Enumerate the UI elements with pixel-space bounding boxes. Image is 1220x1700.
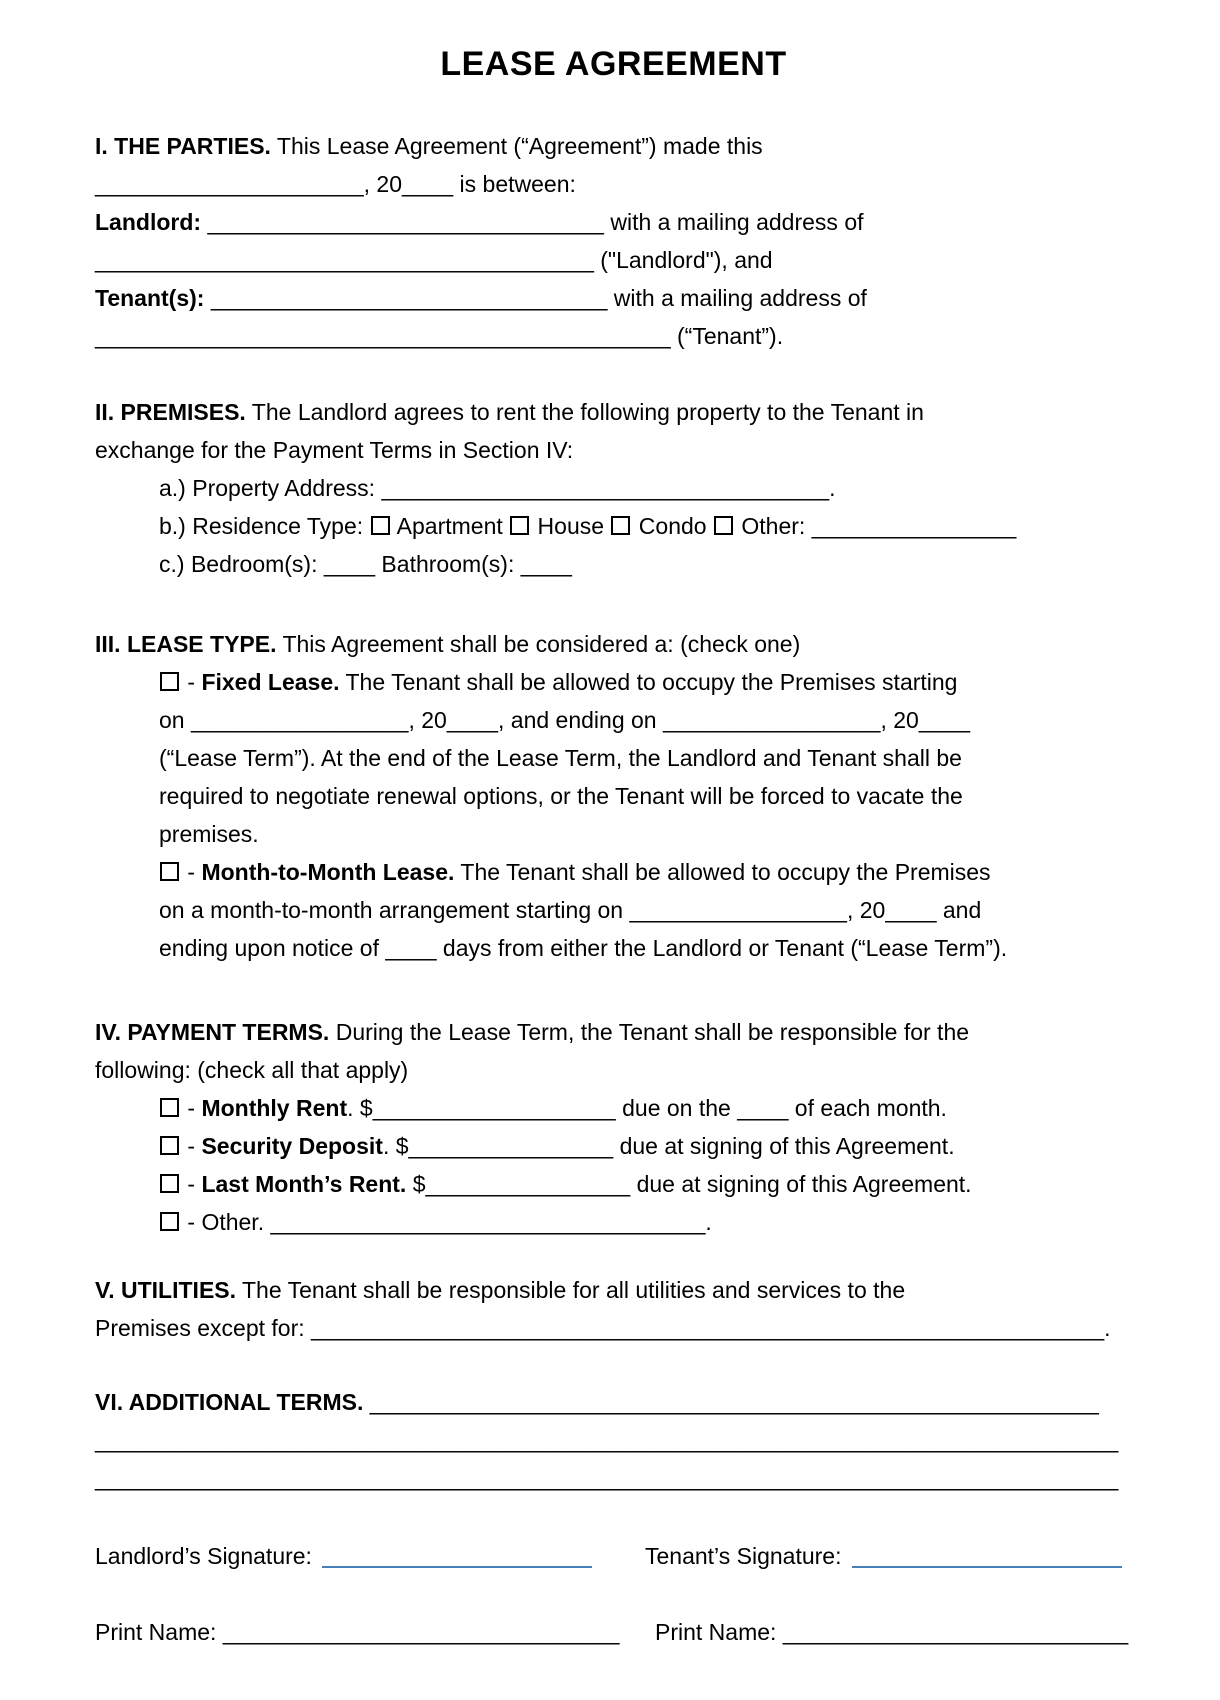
- payment-line-2: [95, 1051, 1132, 1089]
- blank-residence-other[interactable]: ________________: [811, 513, 1017, 539]
- landlord-print-name-block: [95, 1613, 655, 1651]
- text: , 20: [363, 171, 402, 197]
- checkbox-month-to-month-lease[interactable]: [160, 862, 179, 881]
- payment-item-last-months-rent: [159, 1165, 1132, 1203]
- text: days from either the Landlord or Tenant (“Lease Term”).: [436, 935, 1008, 961]
- parties-line-6: [95, 317, 1132, 355]
- text: This Agreement shall be considered a: (check one): [276, 631, 801, 657]
- blank-payment-other[interactable]: __________________________________: [270, 1209, 706, 1235]
- document-title: LEASE AGREEMENT: [440, 45, 787, 83]
- fixed-lease-line-4: [159, 777, 1132, 815]
- text: -: [181, 1095, 202, 1121]
- premises-line-2: [95, 431, 1132, 469]
- checkbox-house[interactable]: [510, 516, 529, 535]
- text: ending upon notice of: [159, 935, 386, 961]
- residence-type-label: b.) Residence Type:: [159, 513, 370, 539]
- text: -: [181, 1171, 202, 1197]
- text: -: [181, 1133, 202, 1159]
- blank-landlord-print-name[interactable]: _______________________________: [222, 1619, 620, 1645]
- blank-additional-terms-1[interactable]: _________________________________________________________: [369, 1389, 1099, 1415]
- blank-bathrooms[interactable]: ____: [520, 551, 572, 577]
- text: due at signing of this Agreement.: [630, 1171, 972, 1197]
- text: following: (check all that apply): [95, 1057, 409, 1083]
- checkbox-payment-other[interactable]: [160, 1212, 179, 1231]
- m2m-lease-line-3: [159, 929, 1132, 967]
- text: .: [1104, 1315, 1111, 1341]
- blank-m2m-start-year[interactable]: ____: [885, 897, 937, 923]
- last-months-rent-label: Last Month’s Rent.: [201, 1171, 407, 1197]
- text: is between:: [453, 171, 576, 197]
- blank-tenant-address[interactable]: _____________________________________________: [95, 323, 671, 349]
- signature-line-tenant[interactable]: [852, 1566, 1122, 1568]
- tenant-label: Tenant(s):: [95, 285, 211, 311]
- signature-row: [95, 1537, 1132, 1575]
- text: .: [829, 475, 836, 501]
- text: due on the: [615, 1095, 738, 1121]
- text: . $: [382, 1133, 409, 1159]
- checkbox-apartment[interactable]: [371, 516, 390, 535]
- additional-terms-line-3: [95, 1459, 1132, 1497]
- signature-line-landlord[interactable]: [322, 1566, 592, 1568]
- blank-m2m-start-date[interactable]: _________________: [629, 897, 847, 923]
- parties-line-1: [95, 127, 1132, 165]
- text: due at signing of this Agreement.: [613, 1133, 955, 1159]
- section-premises: [95, 393, 1132, 583]
- condo-label: Condo: [632, 513, 713, 539]
- parties-line-4: [95, 241, 1132, 279]
- blank-fixed-end-date[interactable]: _________________: [662, 707, 881, 733]
- m2m-lease-line-2: [159, 891, 1132, 929]
- tenant-print-name-label: Print Name:: [655, 1619, 783, 1645]
- text: The Tenant shall be allowed to occupy the Premises starting: [339, 669, 958, 695]
- premises-heading: II. PREMISES.: [95, 399, 246, 425]
- tenant-print-name-block: [655, 1613, 1132, 1651]
- text: During the Lease Term, the Tenant shall be responsible for the: [329, 1019, 970, 1045]
- house-label: House: [531, 513, 611, 539]
- apartment-label: Apartment: [391, 513, 510, 539]
- section-utilities: [95, 1271, 1132, 1347]
- text: $: [406, 1171, 426, 1197]
- blank-tenant-name[interactable]: _______________________________: [210, 285, 608, 311]
- checkbox-last-months-rent[interactable]: [160, 1174, 179, 1193]
- landlord-signature-label: Landlord’s Signature:: [95, 1543, 312, 1569]
- lease-type-line-1: [95, 625, 1132, 663]
- text: (“Tenant”).: [670, 323, 784, 349]
- blank-fixed-start-year[interactable]: ____: [446, 707, 498, 733]
- residence-other-label: Other:: [734, 513, 812, 539]
- text: with a mailing address of: [603, 209, 864, 235]
- utilities-except-label: Premises except for:: [95, 1315, 312, 1341]
- additional-terms-line-1: [95, 1383, 1132, 1421]
- utilities-line-2: [95, 1309, 1132, 1347]
- blank-landlord-address[interactable]: _______________________________________: [95, 247, 594, 273]
- payment-heading: IV. PAYMENT TERMS.: [95, 1019, 330, 1045]
- text: , 20: [408, 707, 447, 733]
- section-additional-terms: [95, 1383, 1132, 1497]
- text: This Lease Agreement (“Agreement”) made this: [270, 133, 763, 159]
- payment-line-1: [95, 1013, 1132, 1051]
- text: .: [705, 1209, 712, 1235]
- blank-utilities-exceptions[interactable]: ______________________________________________________________: [311, 1315, 1105, 1341]
- m2m-lease-label: Month-to-Month Lease.: [201, 859, 455, 885]
- fixed-lease-line-1: [159, 663, 1132, 701]
- utilities-heading: V. UTILITIES.: [95, 1277, 237, 1303]
- premises-line-1: [95, 393, 1132, 431]
- blank-rent-due-day[interactable]: ____: [737, 1095, 789, 1121]
- text: , 20: [846, 897, 886, 923]
- blank-agreement-date[interactable]: _____________________: [95, 171, 364, 197]
- section-the-parties: [95, 127, 1132, 355]
- tenant-signature-label: Tenant’s Signature:: [645, 1543, 842, 1569]
- parties-line-3: [95, 203, 1132, 241]
- parties-line-2: [95, 165, 1132, 203]
- utilities-line-1: [95, 1271, 1132, 1309]
- text: , 20: [880, 707, 919, 733]
- section-payment-terms: [95, 1013, 1132, 1241]
- premises-item-a: [159, 469, 1132, 507]
- blank-last-months-rent-amount[interactable]: ________________: [425, 1171, 631, 1197]
- text: required to negotiate renewal options, or the Tenant will be forced to vacate the: [159, 783, 963, 809]
- blank-landlord-name[interactable]: _______________________________: [207, 209, 604, 235]
- tenant-signature-block: [645, 1537, 1132, 1575]
- bathrooms-label: Bathroom(s):: [375, 551, 521, 577]
- monthly-rent-label: Monthly Rent: [201, 1095, 348, 1121]
- print-name-row: [95, 1613, 1132, 1651]
- text: The Tenant shall be responsible for all utilities and services to the: [236, 1277, 906, 1303]
- property-address-label: a.) Property Address:: [159, 475, 382, 501]
- text: The Landlord agrees to rent the following property to the Tenant in: [245, 399, 924, 425]
- additional-terms-heading: VI. ADDITIONAL TERMS.: [95, 1389, 364, 1415]
- checkbox-monthly-rent[interactable]: [160, 1098, 179, 1117]
- blank-additional-terms-3[interactable]: ________________________________________________________________________________: [95, 1465, 1119, 1491]
- blank-m2m-notice-days[interactable]: ____: [385, 935, 437, 961]
- blank-tenant-print-name[interactable]: ___________________________: [782, 1619, 1129, 1645]
- text: (“Lease Term”). At the end of the Lease Term, the Landlord and Tenant shall be: [159, 745, 962, 771]
- text: , and ending on: [498, 707, 663, 733]
- checkbox-condo[interactable]: [611, 516, 630, 535]
- text: and: [936, 897, 982, 923]
- security-deposit-label: Security Deposit: [201, 1133, 383, 1159]
- payment-item-monthly-rent: [159, 1089, 1132, 1127]
- blank-monthly-rent-amount[interactable]: ___________________: [372, 1095, 616, 1121]
- text: -: [181, 859, 202, 885]
- m2m-lease-line-1: [159, 853, 1132, 891]
- payment-item-security-deposit: [159, 1127, 1132, 1165]
- checkbox-residence-other[interactable]: [714, 516, 733, 535]
- landlord-print-name-label: Print Name:: [95, 1619, 223, 1645]
- text: premises.: [159, 821, 259, 847]
- text: . $: [347, 1095, 373, 1121]
- premises-item-b: [159, 507, 1132, 545]
- blank-fixed-start-date[interactable]: _________________: [190, 707, 409, 733]
- blank-agreement-year[interactable]: ____: [402, 171, 454, 197]
- payment-item-other: [159, 1203, 1132, 1241]
- text: with a mailing address of: [607, 285, 867, 311]
- landlord-label: Landlord:: [95, 209, 208, 235]
- parties-line-5: [95, 279, 1132, 317]
- blank-bedrooms[interactable]: ____: [323, 551, 376, 577]
- payment-other-label: - Other.: [181, 1209, 271, 1235]
- lease-type-heading: III. LEASE TYPE.: [95, 631, 277, 657]
- parties-heading: I. THE PARTIES.: [95, 133, 271, 159]
- premises-item-c: [159, 545, 1132, 583]
- blank-property-address[interactable]: ___________________________________: [381, 475, 830, 501]
- text: on: [159, 707, 191, 733]
- blank-security-deposit-amount[interactable]: ________________: [408, 1133, 614, 1159]
- text: exchange for the Payment Terms in Section IV:: [95, 437, 574, 463]
- section-lease-type: [95, 625, 1132, 967]
- checkbox-fixed-lease[interactable]: [160, 672, 179, 691]
- text: on a month-to-month arrangement starting on: [159, 897, 630, 923]
- text: -: [181, 669, 202, 695]
- blank-additional-terms-2[interactable]: ________________________________________________________________________________: [95, 1427, 1119, 1453]
- checkbox-security-deposit[interactable]: [160, 1136, 179, 1155]
- fixed-lease-line-2: [159, 701, 1132, 739]
- additional-terms-line-2: [95, 1421, 1132, 1459]
- text: ("Landlord"), and: [593, 247, 773, 273]
- fixed-lease-label: Fixed Lease.: [201, 669, 340, 695]
- fixed-lease-line-5: [159, 815, 1132, 853]
- fixed-lease-line-3: [159, 739, 1132, 777]
- blank-fixed-end-year[interactable]: ____: [918, 707, 970, 733]
- landlord-signature-block: [95, 1537, 645, 1575]
- bedrooms-label: c.) Bedroom(s):: [159, 551, 324, 577]
- text: The Tenant shall be allowed to occupy the Premises: [454, 859, 991, 885]
- text: of each month.: [788, 1095, 947, 1121]
